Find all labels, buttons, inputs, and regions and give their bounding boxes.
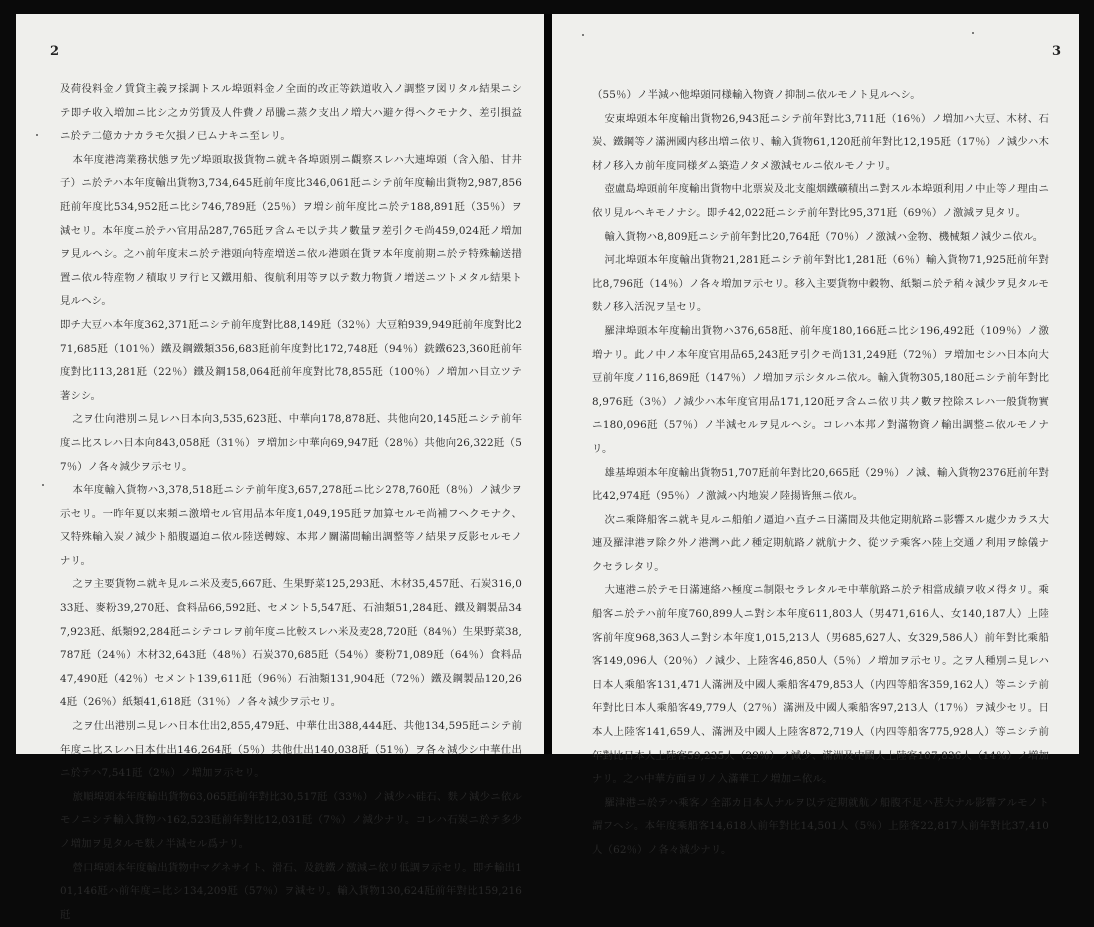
paragraph: 羅津港ニ於テハ乘客ノ全部カ日本人ナルヲ以テ定期就航ノ船腹不足ハ甚大ナル影響アルモノト謂フヘシ。本年度乘船客14,618人前年對比14,501人（5％）上陸客22,817人前年對比37,410人（62％）ノ各々減少ナリ。 [592,796,1049,856]
right-page-text [592,84,1049,856]
book-gutter [544,14,552,754]
paragraph: 羅津埠頭本年度輸出貨物ハ376,658瓩、前年度180,166瓩ニ比シ196,492瓩（109％）ノ激増ナリ。此ノ中ノ本年度官用品65,243瓩ヲ引クモ尚131,249瓩（72％）ヲ増加セシハ日本向大豆前年度ノ116,869瓩（147％）ノ増加ヲ示シタルニ依ル。輸入貨物305,180瓩ニシテ前年對比8,976瓩（3％）ノ減少ハ本年度官用品171,120瓩ヲ含ムニ依リ共ノ數ヲ控除スレハ一般貨物實ニ180,096瓩（57％）ノ半減セルヲ見ルヘシ。コレハ本邦ノ對滿物資ノ輸出調整ニ依ルモノナリ。 [592,324,1049,455]
paragraph: 本年度輸入貨物ハ3,378,518瓩ニシテ前年度3,657,278瓩ニ比シ278,760瓩（8％）ノ減少ヲ示セリ。一昨年夏以来頻ニ激増セル官用品本年度1,049,195瓩ヲ加算セルモ尚補フヘクモナク、又特殊輸入炭ノ減少ト船腹逼迫ニ依ル陸送轉嫁、本邦ノ關滿間輸出調整等ノ結果ヲ反影セルモノナリ。 [60,484,522,567]
page-number-right: 3 [1051,44,1061,59]
paragraph: 營口埠頭本年度輸出貨物中マグネサイト、滑石、及銑鐵ノ激減ニ依リ低調ヲ示セリ。即チ輸出101,146瓩ハ前年度ニ比シ134,209瓩（57％）ヲ減セリ。輸入貨物130,624瓩前年對比159,216瓩 [60,861,522,921]
left-page [16,14,544,921]
page-number-left: 2 [50,44,60,59]
paragraph: 旅順埠頭本年度輸出貨物63,065瓩前年對比30,517瓩（33％）ノ減少ハ硅石、麩ノ減少ニ依ルモノニシテ輸入貨物ハ162,523瓩前年對比12,031瓩（7％）ノ減少ナリ。コレハ石炭ニ於テ多少ノ増加ヲ見タルモ麩ノ半減セル爲ナリ。 [60,790,522,850]
paragraph: 本年度港湾業務状態ヲ先ヅ埠頭取扱貨物ニ就キ各埠頭別ニ觀察スレハ大連埠頭（含入船、甘井子）ニ於テハ本年度輸出貨物3,734,645瓩前年度比346,061瓩ニシテ前年度輸出貨物2,987,856瓩前年度比534,952瓩ニ比シ746,789瓩（25％）ヲ増シ前年度比ニ於テ188,891瓩（35％）ヲ減セリ。本年度ニ於テハ官用品287,765瓩ヲ含ムモ以テ共ノ數量ヲ差引クモ尚459,024瓩ノ増加ヲ見ルヘシ。之ハ前年度末ニ於テ港頭向特産増送ニ依ル港頭在貨ヲ本年度前期ニ於テ特殊輸送措置ニ依ル特産物ノ積取リヲ行ヒ又鐵用船、復航利用等ヲ以テ数力物貨ノ增送ニツトメタル結果ト見ルヘシ。 [60,153,522,308]
paragraph: 之ヲ仕出港別ニ見レハ日本仕出2,855,479瓩、中華仕出388,444瓩、共他134,595瓩ニシテ前年度ニ比スレハ日本仕出146,264瓩（5％）共他仕出140,038瓩（51％）ヲ各々減少シ中華仕出ニ於テハ7,541瓩（2％）ノ増加ヲ示セリ。 [60,720,522,780]
paragraph: 之ヲ仕向港別ニ見レハ日本向3,535,623瓩、中華向178,878瓩、共他向20,145瓩ニシテ前年度ニ比スレハ日本向843,058瓩（31％）ヲ増加シ中華向69,947瓩（28％）共他向26,322瓩（57％）ノ各々減少ヲ示セリ。 [60,413,522,473]
paragraph: 及荷役料金ノ賃貸主義ヲ採調トスル埠頭料金ノ全面的改正等鉄道收入ノ調整ヲ図リタル結果ニシテ即チ收入増加ニ比シ之カ労賃及人件費ノ昂騰ニ蒸ク支出ノ増大ハ避ケ得ヘクモナク、差引損益ニ於テ二億カナカラモ欠損ノ已ムナキニ至レリ。 [60,83,522,143]
paragraph: 之ヲ主要貨物ニ就キ見ルニ米及麦5,667瓩、生果野菜125,293瓩、木材35,457瓩、石炭316,033瓩、麥粉39,270瓩、食料品66,592瓩、セメント5,547瓩、石油類51,284瓩、鐵及鋼製品347,923瓩、紙類92,284瓩ニシテコレヲ前年度ニ比較スレハ米及麦28,720瓩（84％）生果野菜38,787瓩（24％）木材32,643瓩（48％）石炭370,685瓩（54％）麥粉71,089瓩（64％）食料品47,490瓩（42％）セメント139,611瓩（96％）石油類131,904瓩（72％）鐵及鋼製品120,264瓩（26％）紙類41,618瓩（31％）ノ各々減少ヲ示セリ。 [60,578,522,709]
paragraph: 雄基埠頭本年度輸出貨物51,707瓩前年對比20,665瓩（29％）ノ減、輸入貨物2376瓩前年對比42,974瓩（95％）ノ激減ハ内地炭ノ陸揚皆無ニ依ル。 [592,466,1049,503]
scan-speck [36,134,38,136]
left-page-text [60,78,522,921]
paragraph: 壺盧島埠頭前年度輸出貨物中北票炭及北支龍烟鐵礦積出ニ對スル本埠頭利用ノ中止等ノ理由ニ依リ見ルヘキモノナシ。即チ42,022瓩ニシテ前年對比95,371瓩（69％）ノ激減ヲ見タリ。 [592,183,1049,219]
scan-speck [972,32,974,34]
paragraph: （55％）ノ半減ハ他埠頭同様輸入物資ノ抑制ニ依ルモノト見ルヘシ。 [592,89,921,101]
paragraph: 河北埠頭本年度輸出貨物21,281瓩ニシテ前年對比1,281瓩（6％）輸入貨物71,925瓩前年對比8,796瓩（14％）ノ各々増加ヲ示セリ。移入主要貨物中穀物、紙類ニ於テ稍々減少ヲ見タルモ麩ノ移入活況ヲ呈セリ。 [592,254,1049,314]
paragraph: 大連港ニ於テモ日滿連絡ハ極度ニ制限セラレタルモ中華航路ニ於テ相當成績ヲ收メ得タリ。乘船客ニ於テハ前年度760,899人ニ對シ本年度611,803人（男471,616人、女140,187人）上陸客前年度968,363人ニ對シ本年度1,015,213人（男685,627人、女329,586人）前年對比乘船客149,096人（20％）ノ減少、上陸客46,850人（5％）ノ増加ヲ示セリ。之ヲ人種別ニ見レハ日本人乘船客131,471人滿洲及中國人乘船客479,853人（内四等船客359,162人）等ニシテ前年對比日本人乘船客49,779人（27％）滿洲及中國人乘船客97,213人（17％）ヲ減少セリ。日本人上陸客141,659人、滿洲及中國人上陸客872,719人（内四等船客775,928人）等ニシテ前年對比日本人上陸客59,235人（29％）ノ減少、滿洲及中國人上陸客107,836人（14％）ノ増加ナリ。之ハ中華方面ヨリノ入滿華工ノ増加ニ依ル。 [592,584,1049,786]
paragraph: 輸入貨物ハ8,809瓩ニシテ前年對比20,764瓩（70％）ノ激減ハ金物、機械類ノ減少ニ依ル。 [604,230,1044,243]
scan-speck [582,34,584,36]
scan-speck [42,484,44,486]
paragraph: 安東埠頭本年度輸出貨物26,943瓩ニシテ前年對比3,711瓩（16％）ノ増加ハ大豆、木材、石炭、鐵鋼等ノ滿洲國内移出増ニ依リ、輸入貨物61,120瓩前年對比12,195瓩（17％）ノ減少ハ木材ノ移入カ前年度同様ダム築造ノタメ激減セルニ依ルモノナリ。 [592,112,1049,172]
right-page [552,14,1079,856]
paragraph: 次ニ乘降船客ニ就キ見ルニ船舶ノ逼迫ハ直チニ日滿間及共他定期航路ニ影響スル處少カラス大連及羅津港ヲ除ク外ノ港灣ハ此ノ種定期航路ノ就航ナク、從ツテ乘客ハ陸上交通ノ利用ヲ餘儀ナクセラレタリ。 [592,513,1049,573]
paragraph: 即チ大豆ハ本年度362,371瓩ニシテ前年度對比88,149瓩（32％）大豆粕939,949瓩前年度對比271,685瓩（101％）鐵及鋼鐵類356,683瓩前年度對比172,748瓩（94％）銑鐵623,360瓩前年度對比113,281瓩（22％）鐵及鋼158,064瓩前年度對比78,855瓩（100％）ノ増加ハ目立ツテ著シシ。 [60,318,522,402]
